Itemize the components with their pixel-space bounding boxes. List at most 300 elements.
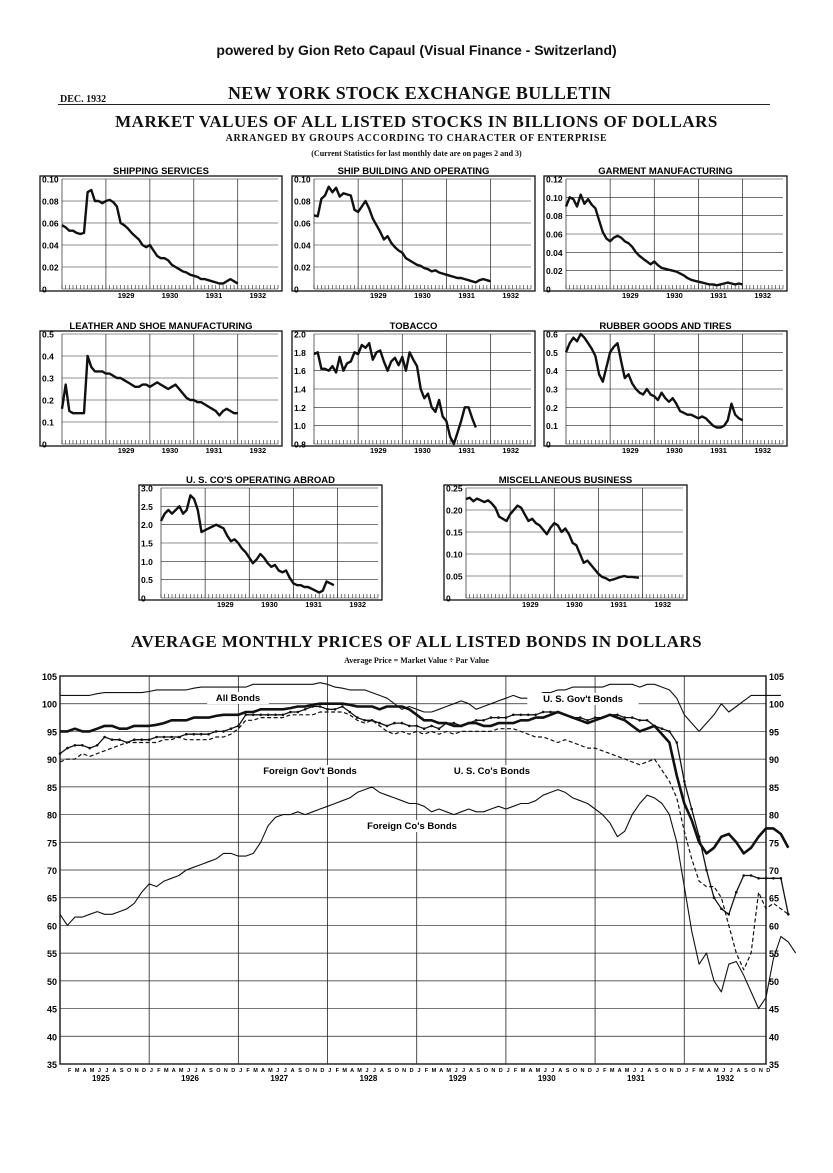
bonds-month-tick: F	[335, 1068, 339, 1074]
chart-5-y-tick: 0.8	[294, 439, 306, 450]
bonds-month-tick: F	[424, 1068, 429, 1074]
chart-7-title: U. S. CO'S OPERATING ABROAD	[186, 475, 335, 486]
chart-1-y-tick: 0	[42, 284, 47, 295]
bonds-series-4-marker	[289, 711, 292, 714]
bonds-series-4-marker	[170, 736, 173, 739]
chart-5-title: TOBACCO	[389, 321, 438, 332]
bonds-y-tick-left: 100	[41, 699, 57, 710]
bonds-y-tick-left: 45	[46, 1004, 57, 1015]
chart-6-y-tick: 0.4	[546, 366, 558, 377]
chart-6-y-tick: 0.1	[546, 421, 558, 432]
bonds-series-4-marker	[334, 708, 337, 711]
bonds-series-4-marker	[140, 738, 143, 741]
chart-6-y-tick: 0	[546, 439, 551, 450]
bonds-series-label: U. S. Co's Bonds	[453, 766, 531, 777]
chart-1-y-tick: 0.04	[42, 240, 59, 251]
chart-6-x-tick: 1931	[710, 446, 727, 455]
chart-6-x-tick: 1930	[666, 446, 683, 455]
bonds-month-tick: A	[260, 1068, 265, 1074]
chart-2-y-tick: 0.10	[294, 174, 311, 185]
bonds-series-4-marker	[586, 719, 589, 722]
bonds-month-tick: J	[551, 1068, 555, 1074]
bonds-month-tick: A	[706, 1068, 711, 1074]
bonds-series-4-marker	[572, 716, 575, 719]
bonds-series-4-marker	[594, 716, 597, 719]
bonds-month-tick: M	[446, 1068, 452, 1074]
chart-4-y-tick: 0.2	[42, 395, 54, 406]
bonds-series-4-marker	[415, 725, 418, 728]
bonds-series-4-marker	[735, 891, 738, 894]
bonds-month-tick: A	[379, 1068, 384, 1074]
bonds-series-4-marker	[549, 711, 552, 714]
bonds-y-tick-right: 65	[769, 893, 780, 904]
chart-3-y-tick: 0.12	[546, 174, 563, 185]
bonds-year-tick: 1930	[537, 1074, 556, 1083]
bonds-month-tick: S	[209, 1068, 213, 1074]
bonds-y-tick-right: 95	[769, 727, 780, 738]
bonds-month-tick: O	[662, 1068, 667, 1074]
bonds-series-4-marker	[438, 727, 441, 730]
chart-6-title: RUBBER GOODS AND TIRES	[599, 321, 732, 332]
bonds-year-tick: 1929	[448, 1074, 467, 1083]
bonds-series-4-marker	[103, 736, 106, 739]
bonds-series-4-marker	[557, 711, 560, 714]
bonds-series-4-marker	[311, 705, 314, 708]
bonds-series-4-marker	[88, 747, 91, 750]
bonds-series-4-marker	[349, 711, 352, 714]
chart-8-x-tick: 1931	[610, 600, 627, 609]
bonds-series-4-marker	[245, 714, 248, 717]
bonds-series-4-marker	[319, 705, 322, 708]
chart-2-x-tick: 1931	[458, 291, 475, 300]
bonds-y-tick-left: 65	[46, 893, 57, 904]
bonds-month-tick: D	[498, 1068, 503, 1074]
chart-5-x-tick: 1932	[502, 446, 520, 455]
bonds-month-tick: J	[729, 1068, 733, 1074]
chart-8-x-tick: 1932	[654, 600, 672, 609]
bonds-series-label: Foreign Gov't Bonds	[263, 766, 357, 777]
bonds-month-tick: A	[82, 1068, 87, 1074]
bonds-month-tick: N	[402, 1068, 407, 1074]
chart-7-y-tick: 0.5	[141, 575, 153, 586]
bonds-month-tick: J	[365, 1068, 369, 1074]
bonds-series-4-marker	[505, 716, 508, 719]
bonds-month-tick: F	[68, 1068, 72, 1074]
chart-4-frame	[40, 331, 282, 446]
chart-7-line	[161, 495, 334, 592]
bonds-month-tick: A	[617, 1068, 622, 1074]
chart-5-y-tick: 1.6	[294, 366, 306, 377]
bonds-y-tick-right: 50	[769, 976, 780, 987]
bonds-y-tick-right: 55	[769, 949, 780, 960]
bonds-month-tick: S	[298, 1068, 302, 1074]
bonds-month-tick: S	[119, 1068, 124, 1074]
bonds-series-4-marker	[490, 716, 493, 719]
bonds-y-tick-left: 75	[46, 838, 57, 849]
bonds-month-tick: J	[640, 1068, 644, 1074]
bonds-series-4-marker	[482, 719, 485, 722]
bonds-month-tick: O	[127, 1068, 132, 1074]
bonds-y-tick-right: 105	[769, 672, 785, 682]
bonds-month-tick: M	[164, 1068, 169, 1074]
bonds-series-4-marker	[259, 714, 262, 717]
bonds-series-4-marker	[616, 714, 619, 717]
chart-3-x-tick: 1930	[666, 291, 683, 300]
bonds-y-tick-left: 70	[46, 866, 57, 876]
bonds-month-tick: J	[187, 1068, 191, 1074]
bonds-year-tick: 1927	[270, 1074, 289, 1083]
bonds-year-tick: 1931	[627, 1074, 645, 1083]
bonds-month-tick: N	[669, 1068, 674, 1074]
chart-1-x-tick: 1931	[205, 291, 223, 300]
chart-6-y-tick: 0.2	[546, 402, 558, 413]
chart-1-y-tick: 0.06	[42, 218, 59, 229]
bonds-series-4-marker	[780, 877, 783, 880]
chart-6-y-tick: 0.6	[546, 329, 558, 340]
bonds-y-tick-right: 75	[769, 838, 780, 849]
bonds-series-4-marker	[668, 730, 671, 733]
chart-7-x-tick: 1932	[349, 600, 367, 609]
chart-4-x-tick: 1930	[161, 446, 179, 455]
bonds-month-tick: F	[246, 1068, 250, 1074]
bonds-month-tick: N	[223, 1068, 228, 1074]
bonds-month-tick: J	[454, 1068, 458, 1074]
bonds-month-tick: S	[476, 1068, 481, 1074]
chart-8-y-tick: 0.25	[446, 483, 463, 494]
bonds-series-4-marker	[363, 719, 366, 722]
bonds-month-tick: J	[722, 1068, 726, 1074]
bonds-series-4-marker	[356, 716, 359, 719]
bonds-month-tick: D	[409, 1068, 414, 1074]
chart-8-x-tick: 1930	[566, 600, 583, 609]
bonds-series-4-marker	[720, 908, 723, 911]
bonds-month-tick: A	[647, 1068, 652, 1074]
bonds-y-tick-left: 55	[46, 949, 57, 960]
chart-2-x-tick: 1929	[370, 291, 387, 300]
bonds-month-tick: D	[320, 1068, 325, 1074]
bonds-series-4-marker	[59, 752, 62, 755]
chart-5-x-tick: 1929	[370, 446, 387, 455]
chart-5-line	[314, 343, 476, 444]
chart-1-y-tick: 0.02	[42, 262, 59, 273]
chart-6-x-tick: 1932	[754, 446, 772, 455]
chart-2-y-tick: 0.08	[294, 196, 311, 207]
chart-3-y-tick: 0.06	[546, 229, 563, 240]
chart-6-x-tick: 1929	[622, 446, 639, 455]
bonds-series-4-marker	[297, 711, 300, 714]
bonds-y-tick-right: 35	[769, 1060, 780, 1070]
chart-3-title: GARMENT MANUFACTURING	[598, 166, 733, 177]
bonds-series-4-marker	[408, 725, 411, 728]
bonds-month-tick: J	[506, 1068, 510, 1074]
bonds-series-4-marker	[371, 719, 374, 722]
bonds-month-tick: J	[417, 1068, 421, 1074]
bonds-series-4-marker	[624, 716, 627, 719]
bonds-series-4-marker	[742, 874, 745, 877]
bonds-year-tick: 1932	[716, 1074, 735, 1083]
chart-3-y-tick: 0.04	[546, 247, 563, 258]
bonds-month-tick: F	[692, 1068, 696, 1074]
bonds-month-tick: N	[491, 1068, 496, 1074]
bonds-series-4-marker	[118, 738, 121, 741]
bonds-title: AVERAGE MONTHLY PRICES OF ALL LISTED BONDS IN DOLLARS	[130, 632, 703, 651]
chart-2-x-tick: 1932	[502, 291, 520, 300]
chart-3-frame	[544, 176, 787, 291]
bonds-month-tick: N	[580, 1068, 585, 1074]
bonds-series-4-marker	[475, 719, 478, 722]
bonds-month-tick: N	[312, 1068, 317, 1074]
bulletin-title: NEW YORK STOCK EXCHANGE BULLETIN	[228, 83, 612, 103]
credit-line: powered by Gion Reto Capaul (Visual Finance - Switzerland)	[216, 42, 617, 58]
chart-8-y-tick: 0.20	[446, 505, 463, 516]
chart-3-x-tick: 1929	[622, 291, 639, 300]
bonds-series-4-marker	[66, 747, 69, 750]
bonds-month-tick: F	[603, 1068, 607, 1074]
bonds-series-4-marker	[401, 722, 404, 725]
bonds-month-tick: M	[253, 1068, 258, 1074]
bonds-series-4-marker	[341, 705, 344, 708]
bonds-month-tick: M	[89, 1068, 95, 1074]
bonds-month-tick: D	[231, 1068, 236, 1074]
bonds-series-4-marker	[282, 714, 285, 717]
stocks-note: (Current Statistics for last monthly date are on pages 2 and 3)	[311, 149, 522, 158]
bonds-month-tick: A	[290, 1068, 295, 1074]
bonds-series-4-marker	[304, 708, 307, 711]
bonds-series-4-marker	[222, 730, 225, 733]
bonds-month-tick: O	[305, 1068, 310, 1074]
chart-4-y-tick: 0.4	[42, 351, 54, 362]
chart-2-frame	[292, 176, 535, 291]
bonds-series-4-marker	[601, 716, 604, 719]
bonds-series-4-marker	[765, 877, 768, 880]
bonds-y-tick-left: 50	[46, 976, 57, 987]
bonds-y-tick-left: 80	[46, 810, 57, 821]
bonds-series-4-marker	[527, 714, 530, 717]
bonds-month-tick: J	[328, 1068, 332, 1074]
bonds-month-tick: O	[394, 1068, 399, 1074]
bonds-month-tick: J	[595, 1068, 599, 1074]
bonds-month-tick: M	[624, 1068, 630, 1074]
chart-5-y-tick: 1.0	[294, 421, 306, 432]
bonds-series-4-marker	[579, 716, 582, 719]
bonds-series-4-marker	[661, 727, 664, 730]
chart-5-x-tick: 1930	[414, 446, 431, 455]
chart-5-y-tick: 1.2	[294, 402, 306, 413]
bonds-month-tick: M	[535, 1068, 541, 1074]
chart-1-y-tick: 0.08	[42, 196, 59, 207]
bonds-series-4-marker	[200, 733, 203, 736]
chart-8-y-tick: 0.05	[446, 571, 463, 582]
bonds-month-tick: M	[342, 1068, 347, 1074]
bonds-series-4-marker	[326, 708, 329, 711]
bonds-month-tick: A	[171, 1068, 176, 1074]
bonds-y-tick-left: 40	[46, 1032, 57, 1043]
bonds-series-4-marker	[267, 714, 270, 717]
bonds-series-4-marker	[445, 722, 448, 725]
bonds-month-tick: D	[677, 1068, 682, 1074]
bonds-y-tick-right: 85	[769, 782, 780, 793]
chart-4-y-tick: 0	[42, 439, 47, 450]
bonds-y-tick-left: 85	[46, 782, 57, 793]
bonds-month-tick: J	[283, 1068, 287, 1074]
bonds-series-4-marker	[111, 738, 114, 741]
bonds-month-tick: O	[483, 1068, 489, 1074]
bonds-series-4-marker	[193, 733, 196, 736]
chart-5-x-tick: 1931	[458, 446, 475, 455]
bonds-series-4-marker	[81, 744, 84, 747]
bonds-series-4-marker	[713, 896, 716, 899]
bonds-series-4-marker	[230, 727, 233, 730]
bonds-month-tick: A	[201, 1068, 206, 1074]
bonds-y-tick-right: 70	[769, 866, 780, 876]
chart-8-y-tick: 0.10	[446, 549, 463, 560]
chart-4-x-tick: 1929	[117, 446, 135, 455]
bonds-series-4-marker	[520, 714, 523, 717]
bonds-year-tick: 1926	[181, 1074, 199, 1083]
bonds-series-label: U. S. Gov't Bonds	[543, 694, 623, 705]
bonds-month-tick: N	[134, 1068, 139, 1074]
bonds-series-4-marker	[148, 738, 151, 741]
chart-7-x-tick: 1931	[305, 600, 322, 609]
bonds-month-tick: O	[751, 1068, 756, 1074]
bonds-series-4-marker	[453, 722, 456, 725]
stocks-subtitle: ARRANGED BY GROUPS ACCORDING TO CHARACTER OF ENTERPRISE	[225, 133, 608, 144]
chart-8-x-tick: 1929	[522, 600, 539, 609]
bonds-y-tick-left: 60	[46, 921, 57, 932]
bonds-series-4-marker	[728, 913, 731, 916]
bonds-y-tick-left: 95	[46, 727, 57, 738]
chart-5-y-tick: 1.4	[294, 384, 306, 395]
chart-7-frame	[139, 485, 382, 600]
bonds-series-4-marker	[393, 722, 396, 725]
bonds-series-4-marker	[497, 716, 500, 719]
chart-8-y-tick: 0	[446, 593, 451, 604]
bonds-month-tick: A	[736, 1068, 741, 1074]
bonds-y-tick-right: 80	[769, 810, 780, 821]
bonds-series-3	[60, 712, 788, 970]
chart-6-y-tick: 0.5	[546, 347, 558, 358]
bonds-series-4-marker	[609, 714, 612, 717]
bonds-year-tick: 1928	[359, 1074, 378, 1083]
bonds-month-tick: D	[142, 1068, 147, 1074]
bonds-series-4-marker	[542, 711, 545, 714]
bonds-y-tick-left: 105	[41, 672, 57, 682]
bonds-month-tick: F	[513, 1068, 518, 1074]
bonds-note: Average Price = Market Value ÷ Par Value	[344, 656, 489, 665]
bonds-month-tick: D	[766, 1068, 771, 1074]
bonds-y-tick-right: 45	[769, 1004, 780, 1015]
bonds-series-4-marker	[638, 719, 641, 722]
bonds-series-4-marker	[74, 744, 77, 747]
chart-7-y-tick: 1.5	[141, 538, 153, 549]
bonds-month-tick: M	[713, 1068, 719, 1074]
bonds-series-4-marker	[653, 725, 656, 728]
chart-3-y-tick: 0.02	[546, 266, 563, 277]
chart-8-title: MISCELLANEOUS BUSINESS	[498, 475, 633, 486]
bonds-month-tick: N	[758, 1068, 763, 1074]
chart-2-x-tick: 1930	[414, 291, 431, 300]
bonds-month-tick: J	[149, 1068, 153, 1074]
bonds-month-tick: J	[543, 1068, 547, 1074]
bonds-month-tick: A	[528, 1068, 533, 1074]
bonds-month-tick: A	[350, 1068, 355, 1074]
bonds-series-4-marker	[787, 913, 790, 916]
bonds-series-4	[60, 707, 788, 915]
bonds-month-tick: J	[462, 1068, 466, 1074]
bonds-series-4-marker	[705, 869, 708, 872]
chart-1-y-tick: 0.10	[42, 174, 59, 185]
bonds-series-4-marker	[274, 714, 277, 717]
chart-7-x-tick: 1929	[217, 600, 234, 609]
bonds-series-4-marker	[96, 744, 99, 747]
bonds-series-4-marker	[126, 741, 129, 744]
bonds-y-tick-right: 40	[769, 1032, 780, 1043]
chart-3-y-tick: 0.08	[546, 211, 563, 222]
chart-3-y-tick: 0.10	[546, 192, 563, 203]
bonds-month-tick: J	[372, 1068, 376, 1074]
chart-6-y-tick: 0.3	[546, 384, 558, 395]
stocks-title: MARKET VALUES OF ALL LISTED STOCKS IN BILLIONS OF DOLLARS	[115, 112, 718, 131]
bonds-month-tick: M	[699, 1068, 704, 1074]
bonds-series-4-marker	[378, 722, 381, 725]
bonds-month-tick: D	[587, 1068, 592, 1074]
bonds-series-4-marker	[133, 738, 136, 741]
chart-2-y-tick: 0.06	[294, 218, 311, 229]
bonds-month-tick: M	[520, 1068, 526, 1074]
bonds-y-tick-left: 90	[46, 755, 57, 766]
chart-7-y-tick: 1.0	[141, 556, 153, 567]
bonds-series-label: Foreign Co's Bonds	[367, 821, 457, 832]
bonds-month-tick: M	[609, 1068, 615, 1074]
chart-2-title: SHIP BUILDING AND OPERATING	[337, 166, 490, 177]
bonds-month-tick: A	[112, 1068, 117, 1074]
bonds-series-4-marker	[683, 780, 686, 783]
bonds-y-tick-left: 35	[46, 1060, 57, 1070]
bonds-series-4-marker	[252, 714, 255, 717]
bonds-month-tick: S	[744, 1068, 748, 1074]
bonds-series-4-marker	[750, 874, 753, 877]
bonds-month-tick: M	[178, 1068, 184, 1074]
chart-5-y-tick: 1.8	[294, 347, 306, 358]
bonds-month-tick: A	[558, 1068, 563, 1074]
bonds-series-4-marker	[237, 725, 240, 728]
bonds-series-4-marker	[430, 725, 433, 728]
bonds-month-tick: F	[157, 1068, 161, 1074]
chart-7-y-tick: 0	[141, 593, 146, 604]
bonds-series-4-marker	[460, 725, 463, 728]
bonds-month-tick: M	[268, 1068, 273, 1074]
bonds-series-4-marker	[772, 877, 775, 880]
bonds-series-4-marker	[467, 722, 470, 725]
bonds-series-4-marker	[534, 714, 537, 717]
bonds-series-4-marker	[423, 727, 426, 730]
bonds-series-4-marker	[215, 730, 218, 733]
chart-3-y-tick: 0	[546, 284, 551, 295]
bonds-month-tick: J	[97, 1068, 101, 1074]
bonds-series-4-marker	[207, 733, 210, 736]
chart-1-x-tick: 1929	[117, 291, 135, 300]
bonds-month-tick: S	[565, 1068, 570, 1074]
chart-1-x-tick: 1930	[161, 291, 179, 300]
bonds-month-tick: S	[387, 1068, 392, 1074]
bonds-series-4-marker	[155, 736, 158, 739]
chart-3-x-tick: 1931	[710, 291, 727, 300]
chart-7-y-tick: 2.0	[141, 520, 153, 531]
chart-4-title: LEATHER AND SHOE MANUFACTURING	[69, 321, 253, 332]
chart-4-x-tick: 1931	[205, 446, 223, 455]
bonds-month-tick: O	[216, 1068, 221, 1074]
bonds-series-label: All Bonds	[215, 693, 261, 704]
